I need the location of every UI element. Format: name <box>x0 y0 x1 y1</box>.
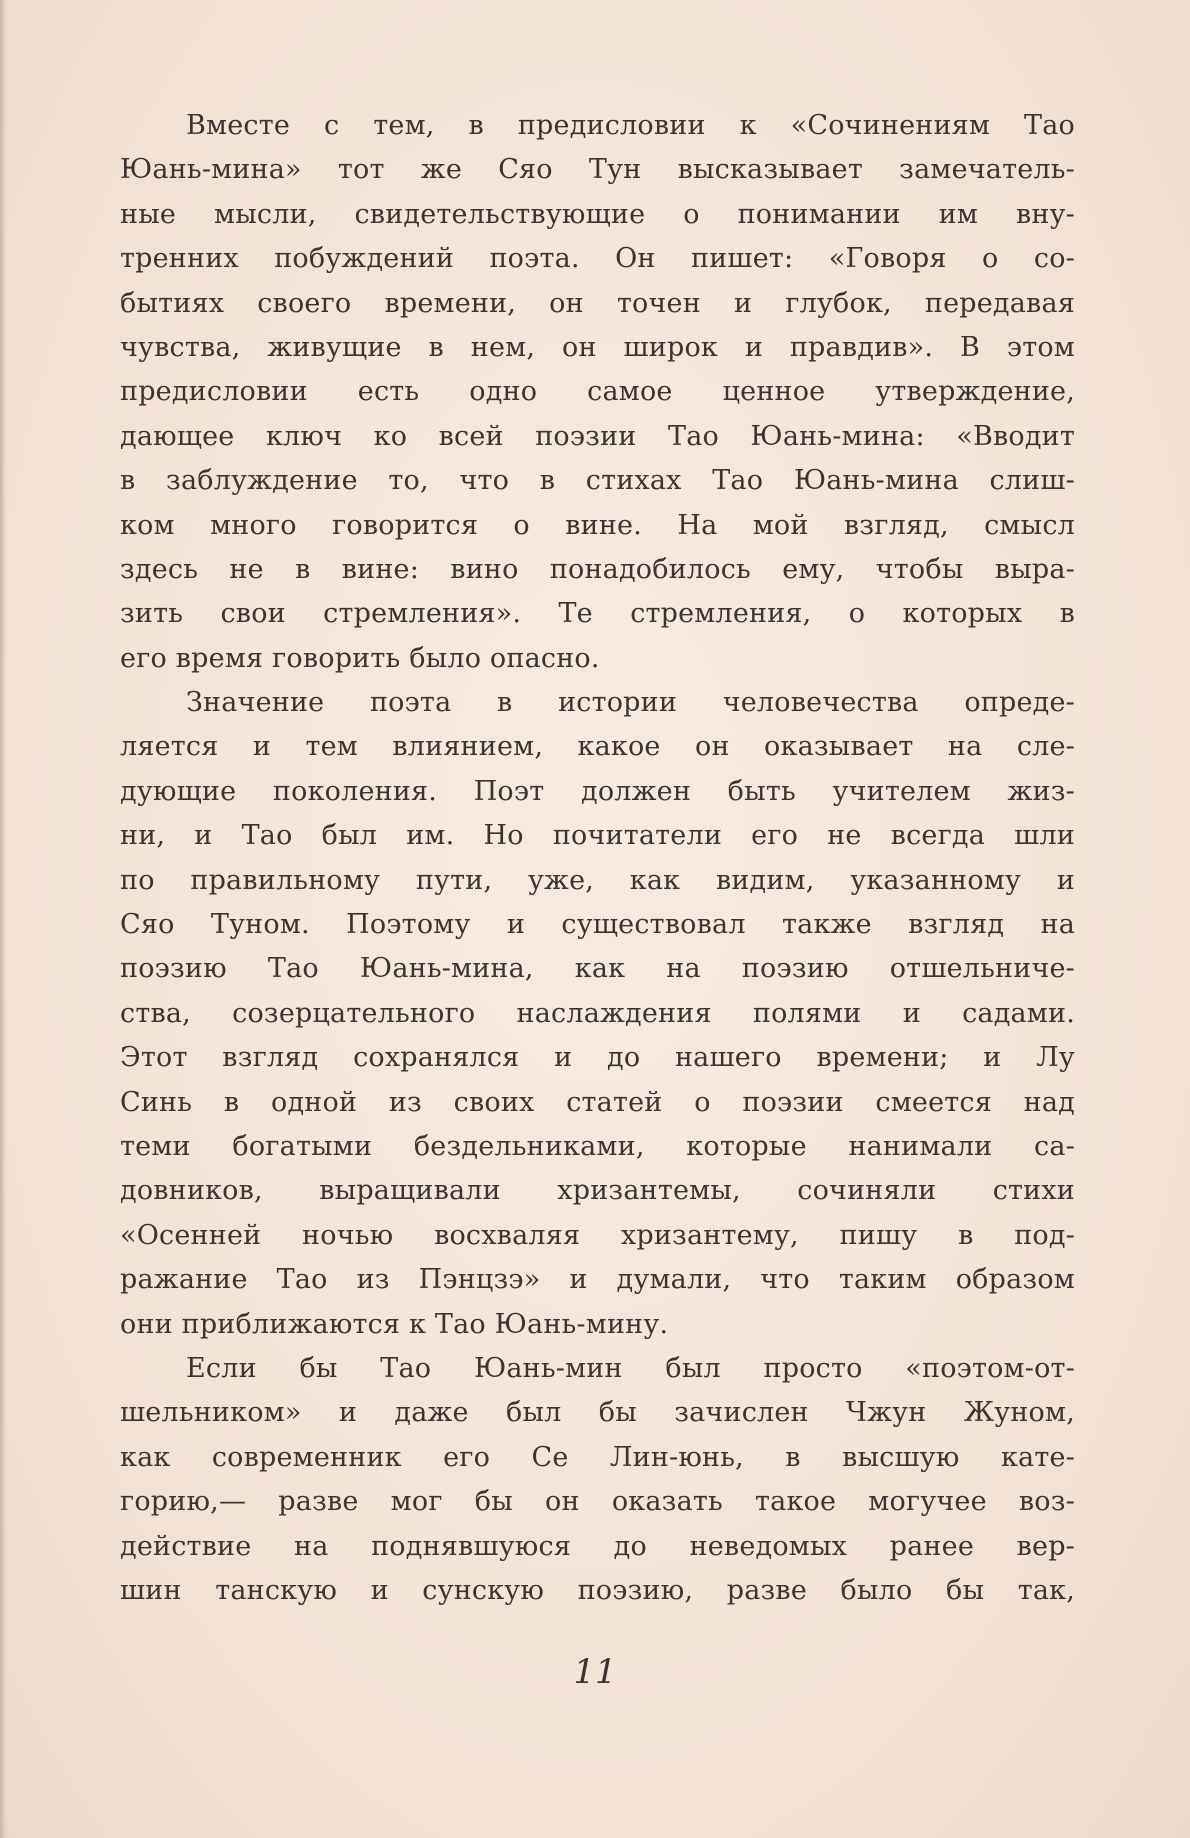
text-line: Вместе с тем, в предисловии к «Сочинениям Тао <box>186 110 1075 141</box>
text-line: ства, созерцательного наслаждения полями и садами. <box>120 997 1075 1029</box>
text-line: Этот взгляд сохранялся и до нашего времени; и Лу <box>120 1042 1075 1074</box>
paragraph-3 <box>120 1347 1075 1613</box>
text-line: шельником» и даже был бы зачислен Чжун Жуном, <box>120 1397 1075 1429</box>
text-line: здесь не в вине: вино понадобилось ему, чтобы выра- <box>120 553 1075 585</box>
paragraph-1 <box>120 104 1075 681</box>
text-line: «Осенней ночью восхваляя хризантему, пишу в под- <box>120 1219 1075 1251</box>
text-line: ком много говорится о вине. На мой взгляд, смысл <box>120 509 1075 541</box>
text-line: поэзию Тао Юань-мина, как на поэзию отшельниче- <box>120 953 1075 985</box>
text-line: как современник его Се Лин-юнь, в высшую кате- <box>120 1441 1075 1473</box>
page-number: 11 <box>573 1652 617 1692</box>
text-line: в заблуждение то, что в стихах Тао Юань-мина слиш- <box>120 465 1075 497</box>
text-line: его время говорить было опасно. <box>120 642 600 674</box>
text-line: шин танскую и сунскую поэзию, разве было бы так, <box>120 1574 1075 1606</box>
text-line: ляется и тем влиянием, какое он оказывает на сле- <box>120 731 1075 763</box>
text-line: Юань-мина» тот же Сяо Тун высказывает замечатель- <box>120 154 1075 186</box>
text-line: действие на поднявшуюся до неведомых ранее вер- <box>120 1530 1075 1562</box>
text-line: Значение поэта в истории человечества опреде- <box>186 687 1075 719</box>
text-line: чувства, живущие в нем, он широк и правдив». В этом <box>120 331 1075 363</box>
paragraph-2 <box>120 681 1075 1347</box>
text-line: зить свои стремления». Те стремления, о которых в <box>120 598 1075 630</box>
page-edge-shadow <box>0 0 6 1838</box>
text-line: они приближаются к Тао Юань-мину. <box>120 1308 669 1340</box>
text-line: ные мысли, свидетельствующие о понимании им вну- <box>120 198 1075 230</box>
text-line: ражание Тао из Пэнцзэ» и думали, что таким образом <box>120 1264 1075 1296</box>
body-text <box>120 104 1075 1613</box>
text-line: по правильному пути, уже, как видим, указанному и <box>120 864 1075 896</box>
text-line: довников, выращивали хризантемы, сочиняли стихи <box>120 1175 1075 1207</box>
text-line: бытиях своего времени, он точен и глубок, передавая <box>120 287 1075 319</box>
text-line: дающее ключ ко всей поэзии Тао Юань-мина: «Вводит <box>120 420 1075 452</box>
text-line: теми богатыми бездельниками, которые нанимали са- <box>120 1130 1075 1162</box>
text-line: Синь в одной из своих статей о поэзии смеется над <box>120 1086 1075 1118</box>
text-line: горию,— разве мог бы он оказать такое могучее воз- <box>120 1486 1075 1518</box>
text-line: Сяо Туном. Поэтому и существовал также взгляд на <box>120 909 1075 941</box>
text-line: ни, и Тао был им. Но почитатели его не всегда шли <box>120 820 1075 852</box>
text-line: дующие поколения. Поэт должен быть учителем жиз- <box>120 775 1075 807</box>
text-line: Если бы Тао Юань-мин был просто «поэтом-от- <box>186 1352 1075 1384</box>
text-line: тренних побуждений поэта. Он пишет: «Говоря о со- <box>120 243 1075 275</box>
text-line: предисловии есть одно самое ценное утверждение, <box>120 376 1075 408</box>
